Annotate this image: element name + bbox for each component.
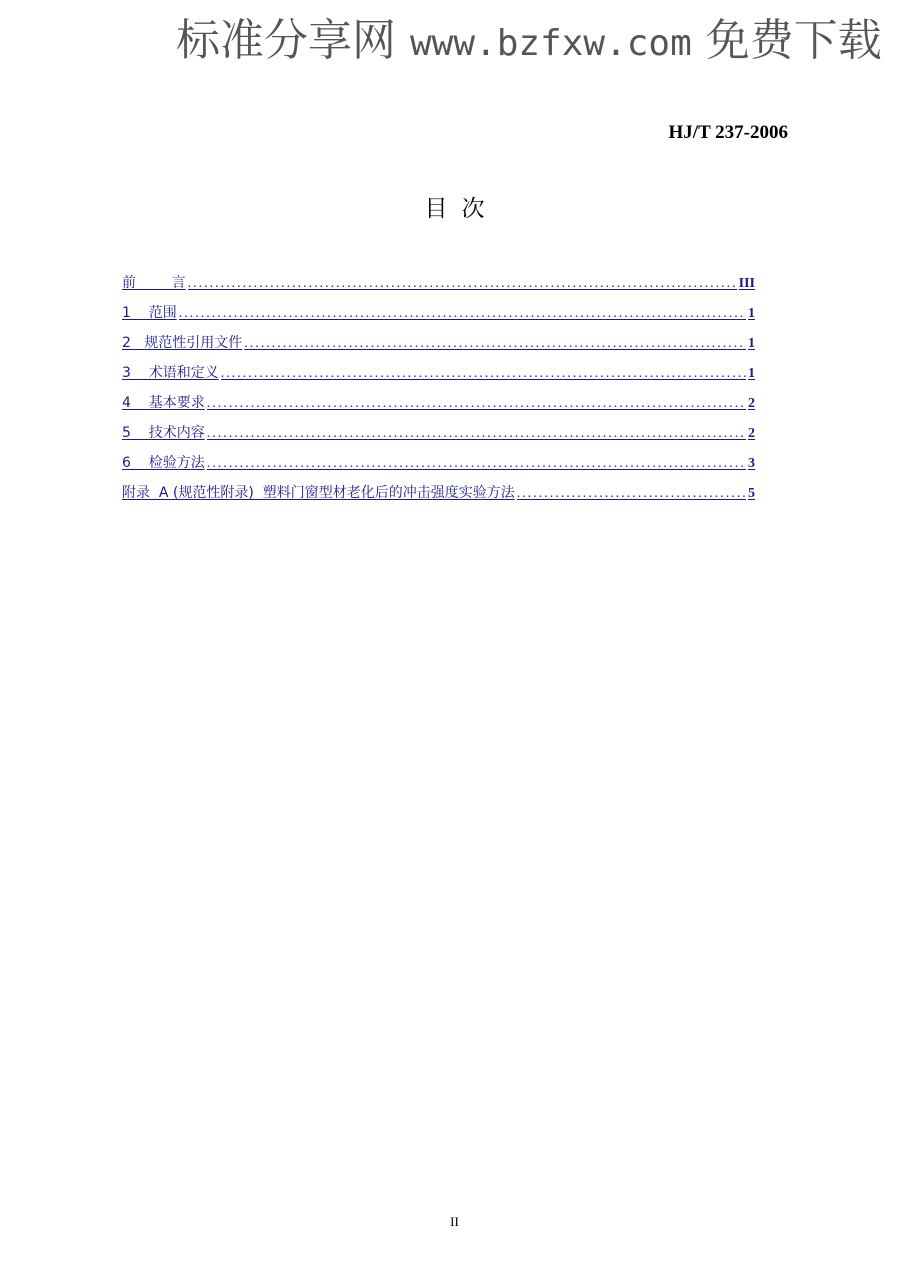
toc-entry-label: 2 规范性引用文件 — [122, 335, 243, 351]
banner-site-name: 标准分享网 — [176, 15, 396, 66]
toc-entry-basic-requirements[interactable] — [122, 392, 755, 422]
table-of-contents — [122, 272, 755, 512]
dot-leader — [188, 273, 737, 295]
watermark-banner — [176, 12, 892, 73]
toc-entry-page: 3 — [748, 456, 755, 471]
toc-entry-page: III — [738, 276, 755, 291]
toc-entry-label: 4 基本要求 — [122, 395, 205, 411]
toc-entry-label: 6 检验方法 — [122, 455, 205, 471]
dot-leader — [207, 453, 746, 475]
banner-tagline: 免费下载 — [705, 15, 882, 66]
toc-entry-label: 5 技术内容 — [122, 425, 205, 441]
toc-entry-page: 2 — [748, 396, 755, 411]
toc-entry-foreword[interactable] — [122, 272, 755, 302]
toc-entry-label: 1 范围 — [122, 305, 177, 321]
page-number: II — [450, 1214, 459, 1229]
toc-title: 目次 — [424, 196, 499, 222]
toc-entry-label: 3 术语和定义 — [122, 365, 219, 381]
toc-entry-page: 1 — [748, 366, 755, 381]
toc-entry-normative-references[interactable] — [122, 332, 755, 362]
dot-leader — [179, 303, 746, 325]
dot-leader — [207, 423, 746, 445]
dot-leader — [221, 363, 746, 385]
toc-entry-terms-definitions[interactable] — [122, 362, 755, 392]
toc-entry-page: 2 — [748, 426, 755, 441]
toc-entry-technical-content[interactable] — [122, 422, 755, 452]
dot-leader — [207, 393, 746, 415]
toc-entry-appendix-a[interactable] — [122, 482, 755, 512]
dot-leader — [244, 333, 746, 355]
toc-entry-page: 5 — [748, 486, 755, 501]
toc-entry-page: 1 — [748, 336, 755, 351]
toc-entry-test-methods[interactable] — [122, 452, 755, 482]
toc-entry-label: 附录 A (规范性附录) 塑料门窗型材老化后的冲击强度实验方法 — [122, 485, 515, 501]
toc-entry-page: 1 — [748, 306, 755, 321]
dot-leader — [517, 483, 746, 505]
document-code: HJ/T 237-2006 — [668, 122, 788, 143]
toc-entry-scope[interactable] — [122, 302, 755, 332]
banner-url[interactable]: www.bzfxw.com — [410, 23, 692, 64]
toc-entry-label: 前 言 — [122, 275, 186, 291]
